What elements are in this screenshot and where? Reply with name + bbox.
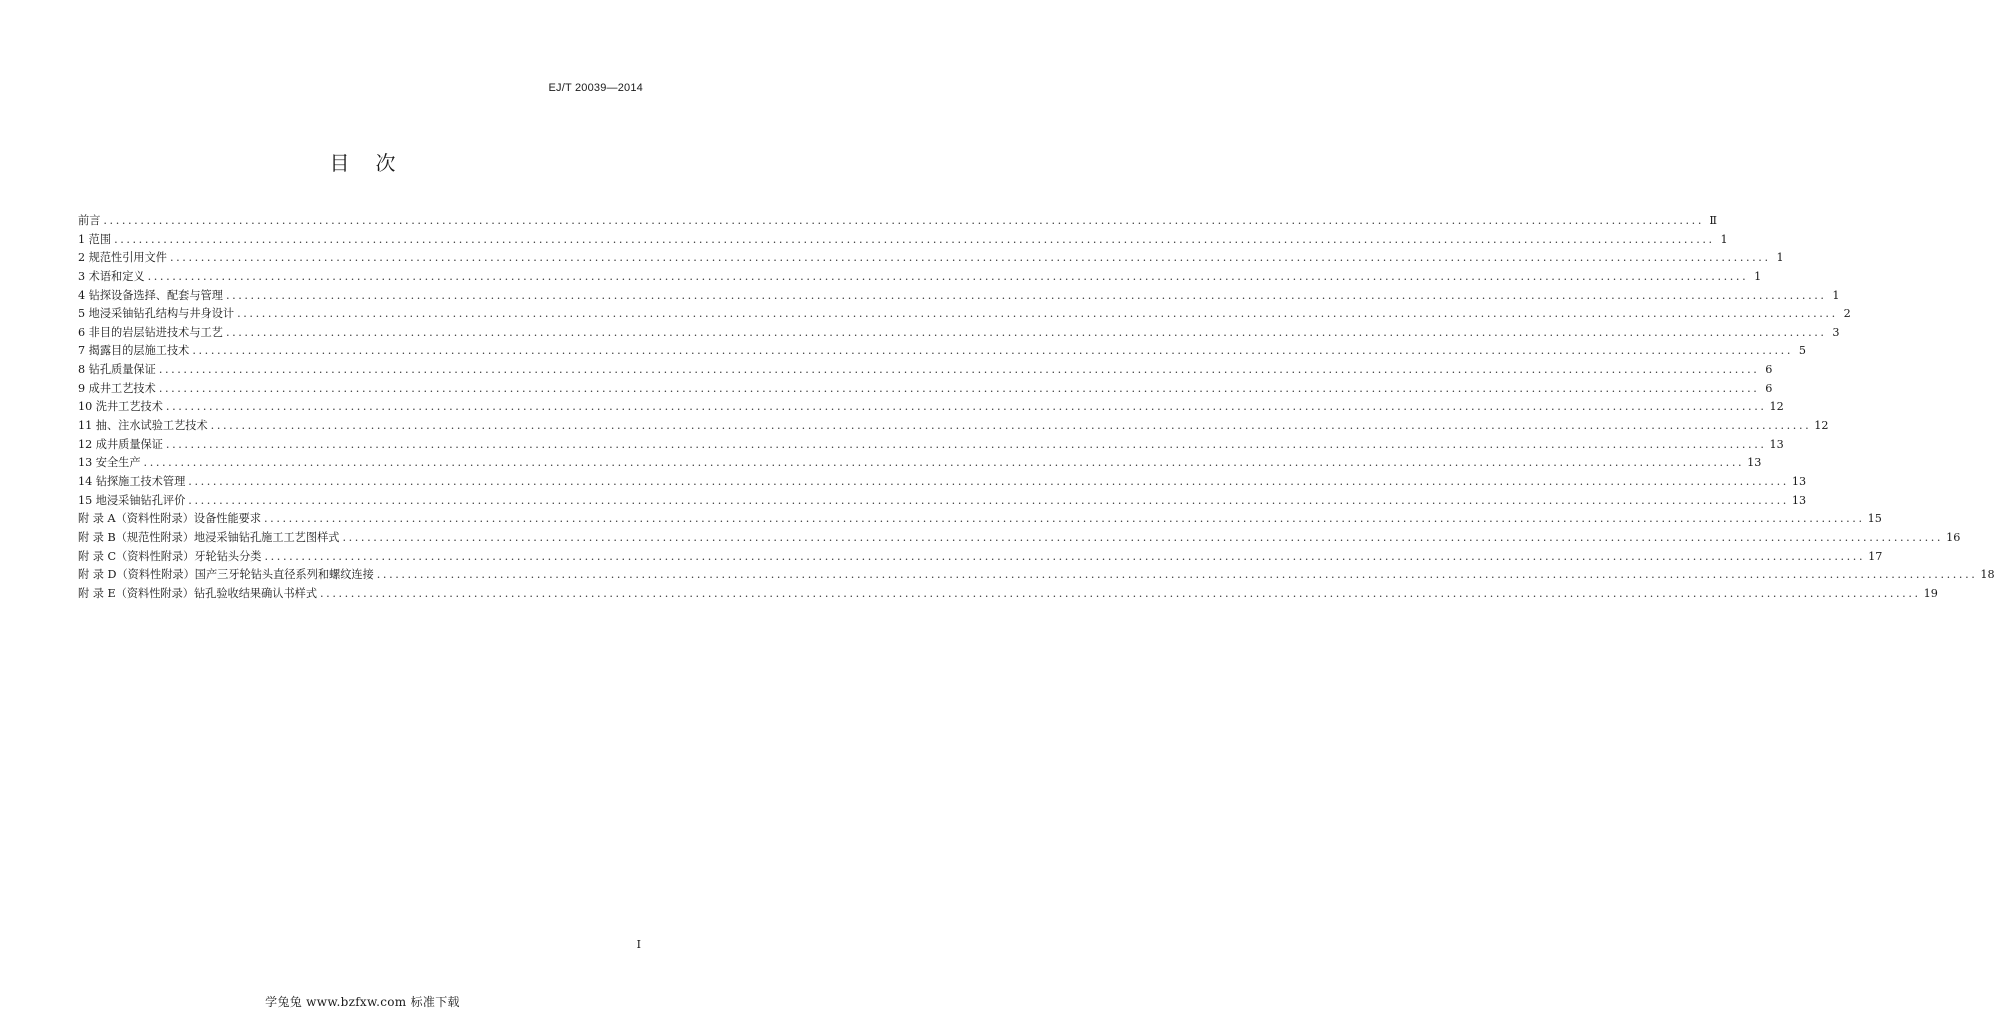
toc-entry-page: 12 bbox=[1814, 419, 1829, 433]
toc-entry-page: 17 bbox=[1868, 549, 1883, 563]
toc-entry-page: 15 bbox=[1867, 512, 1882, 526]
toc-entry-page: 13 bbox=[1769, 437, 1784, 451]
toc-entry-label: 6 非目的岩层钻进技术与工艺 bbox=[78, 325, 223, 339]
toc-entry-label: 附 录 C（资料性附录）牙轮钻头分类 bbox=[78, 549, 262, 563]
toc-entry-page: 1 bbox=[1754, 269, 1762, 283]
toc-entry-label: 11 抽、注水试验工艺技术 bbox=[78, 419, 208, 433]
dot-leader: .................................................................................................................................................................................................................................................................... bbox=[158, 381, 1760, 395]
toc-entry[interactable] bbox=[78, 436, 1784, 455]
dot-leader: .................................................................................................................................................................................................................................................................... bbox=[147, 269, 1749, 283]
toc-entry[interactable] bbox=[78, 473, 1807, 492]
toc-entry[interactable] bbox=[78, 454, 1762, 473]
dot-leader: .................................................................................................................................................................................................................................................................... bbox=[170, 251, 1771, 265]
toc-entry[interactable] bbox=[78, 287, 1840, 306]
dot-leader: .................................................................................................................................................................................................................................................................... bbox=[376, 568, 1978, 582]
dot-leader: .................................................................................................................................................................................................................................................................... bbox=[165, 400, 1767, 414]
toc-entry-label: 附 录 B（规范性附录）地浸采铀钻孔施工工艺图样式 bbox=[78, 530, 340, 544]
toc-entry[interactable] bbox=[78, 548, 1883, 567]
toc-entry[interactable] bbox=[78, 529, 1961, 548]
dot-leader: .................................................................................................................................................................................................................................................................... bbox=[143, 456, 1745, 470]
dot-leader: .................................................................................................................................................................................................................................................................... bbox=[188, 474, 1789, 488]
toc-entry-label: 2 规范性引用文件 bbox=[78, 251, 167, 265]
toc-entry-label: 前言 bbox=[78, 214, 101, 227]
toc-entry-label: 15 地浸采铀钻孔评价 bbox=[78, 493, 186, 507]
dot-leader: .................................................................................................................................................................................................................................................................... bbox=[237, 307, 1838, 321]
toc-entry-label: 9 成井工艺技术 bbox=[78, 381, 156, 395]
toc-entry[interactable] bbox=[78, 268, 1762, 287]
toc-entry[interactable] bbox=[78, 305, 1851, 324]
toc-entry-label: 附 录 E（资料性附录）钻孔验收结果确认书样式 bbox=[78, 586, 318, 600]
toc-entry[interactable] bbox=[78, 324, 1840, 343]
toc-entry-page: 13 bbox=[1747, 456, 1762, 470]
toc-entry[interactable] bbox=[78, 398, 1784, 417]
toc-entry-page: 1 bbox=[1776, 251, 1784, 265]
dot-leader: .................................................................................................................................................................................................................................................................... bbox=[210, 419, 1812, 433]
toc-entry[interactable] bbox=[78, 585, 1938, 604]
dot-leader: .................................................................................................................................................................................................................................................................... bbox=[225, 325, 1827, 339]
dot-leader: .................................................................................................................................................................................................................................................................... bbox=[114, 232, 1715, 246]
dot-leader: .................................................................................................................................................................................................................................................................... bbox=[192, 344, 1793, 358]
page-title: 目次 bbox=[329, 151, 422, 175]
toc-entry[interactable] bbox=[78, 380, 1773, 399]
table-of-contents bbox=[78, 212, 1995, 603]
toc-entry-page: 16 bbox=[1946, 530, 1961, 544]
document-code: EJ/T 20039—2014 bbox=[548, 82, 643, 94]
toc-entry[interactable] bbox=[78, 342, 1806, 361]
toc-entry[interactable] bbox=[78, 510, 1882, 529]
toc-entry-label: 13 安全生产 bbox=[78, 456, 141, 470]
dot-leader: .................................................................................................................................................................................................................................................................... bbox=[158, 363, 1760, 377]
dot-leader: .................................................................................................................................................................................................................................................................... bbox=[264, 549, 1866, 563]
toc-entry-label: 12 成井质量保证 bbox=[78, 437, 163, 451]
toc-entry-page: 18 bbox=[1980, 568, 1995, 582]
toc-entry-page: 13 bbox=[1791, 493, 1807, 507]
toc-entry[interactable] bbox=[78, 492, 1807, 511]
dot-leader: .................................................................................................................................................................................................................................................................... bbox=[188, 493, 1789, 507]
toc-entry-label: 附 录 A（资料性附录）设备性能要求 bbox=[78, 512, 262, 526]
toc-entry[interactable] bbox=[78, 566, 1995, 585]
toc-entry[interactable] bbox=[78, 361, 1773, 380]
toc-entry-page: 5 bbox=[1798, 344, 1806, 358]
toc-entry-label: 14 钻探施工技术管理 bbox=[78, 474, 186, 488]
toc-entry-label: 3 术语和定义 bbox=[78, 269, 145, 283]
toc-entry[interactable] bbox=[78, 249, 1784, 268]
dot-leader: .................................................................................................................................................................................................................................................................... bbox=[342, 530, 1944, 544]
page-number: I bbox=[636, 938, 641, 951]
toc-entry-page: 2 bbox=[1843, 307, 1851, 321]
toc-entry-page: Ⅱ bbox=[1709, 214, 1717, 227]
footer-watermark-text: 学兔兔 www.bzfxw.com 标准下载 bbox=[265, 995, 460, 1009]
toc-entry-label: 1 范围 bbox=[78, 232, 112, 246]
toc-entry[interactable] bbox=[78, 417, 1829, 436]
toc-entry-label: 7 揭露目的层施工技术 bbox=[78, 344, 190, 358]
toc-entry[interactable] bbox=[78, 212, 1717, 231]
dot-leader: .................................................................................................................................................................................................................................................................... bbox=[320, 586, 1921, 600]
toc-entry-page: 6 bbox=[1765, 363, 1773, 377]
toc-entry-label: 8 钻孔质量保证 bbox=[78, 363, 156, 377]
toc-entry-label: 5 地浸采铀钻孔结构与井身设计 bbox=[78, 307, 235, 321]
toc-entry-label: 附 录 D（资料性附录）国产三牙轮钻头直径系列和螺纹连接 bbox=[78, 568, 374, 582]
toc-entry-label: 10 洗井工艺技术 bbox=[78, 400, 163, 414]
toc-entry-page: 12 bbox=[1769, 400, 1784, 414]
toc-entry[interactable] bbox=[78, 231, 1728, 250]
dot-leader: .................................................................................................................................................................................................................................................................... bbox=[165, 437, 1767, 451]
toc-entry-page: 19 bbox=[1923, 586, 1938, 600]
toc-entry-label: 4 钻探设备选择、配套与管理 bbox=[78, 288, 223, 302]
toc-entry-page: 13 bbox=[1791, 474, 1807, 488]
dot-leader: .................................................................................................................................................................................................................................................................... bbox=[264, 512, 1865, 526]
toc-entry-page: 1 bbox=[1832, 288, 1840, 302]
toc-entry-page: 1 bbox=[1720, 232, 1728, 246]
toc-entry-page: 6 bbox=[1765, 381, 1773, 395]
dot-leader: .................................................................................................................................................................................................................................................................... bbox=[225, 288, 1827, 302]
toc-entry-page: 3 bbox=[1832, 325, 1840, 339]
dot-leader: .................................................................................................................................................................................................................................................................... bbox=[103, 214, 1704, 227]
